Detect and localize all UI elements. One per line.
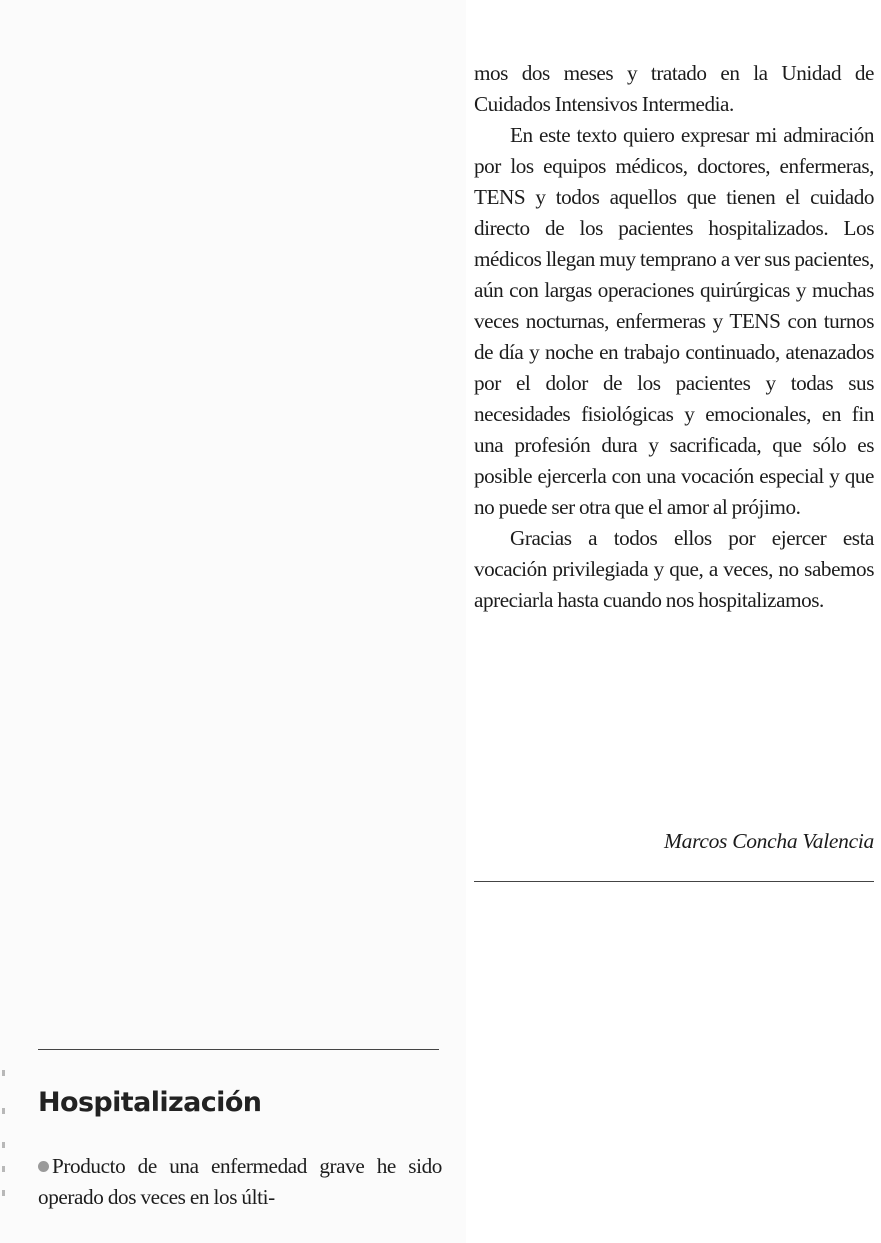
bullet-icon (38, 1161, 49, 1172)
letter-paragraph-3: Gracias a todos ellos por ejercer esta vocación privilegiada y que, a veces, no sabemos apreciarla hasta cuando nos hospitalizamos. (474, 526, 874, 612)
letter-paragraph-1: mos dos meses y tratado en la Unidad de Cuidados Intensivos Intermedia. (474, 61, 874, 116)
letter-start-text: Producto de una enfermedad grave he sido operado dos veces en los últi- (38, 1154, 442, 1209)
letter-start-body (38, 1151, 442, 1213)
edge-mark (2, 1142, 5, 1148)
letter-paragraph-2: En este texto quiero expresar mi admiración por los equipos médicos, doctores, enfermeras, TENS y todos aquellos que tienen el cuidado directo de los pacientes hospitalizados. Los médicos llegan muy temprano a ver sus pacientes, aún con largas operaciones quirúrgicas y muchas veces nocturnas, enfermeras y TENS con turnos de día y noche en trabajo continuado, atenazados por el dolor de los pacientes y todas sus necesidades fisiológicas y emocionales, en fin una profesión dura y sacrificada, que sólo es posible ejercerla con una vocación especial y que no puede ser otra que el amor al prójimo. (474, 123, 874, 519)
edge-mark (2, 1070, 5, 1076)
letter-signature: Marcos Concha Valencia (664, 829, 874, 853)
section-divider (38, 1049, 439, 1050)
letter-heading: Hospitalización (38, 1087, 262, 1118)
edge-mark (2, 1190, 5, 1196)
section-divider (474, 881, 874, 882)
letter-body (474, 58, 874, 616)
letter-start-paragraph (38, 1151, 442, 1213)
edge-mark (2, 1108, 5, 1114)
edge-mark (2, 1166, 5, 1172)
